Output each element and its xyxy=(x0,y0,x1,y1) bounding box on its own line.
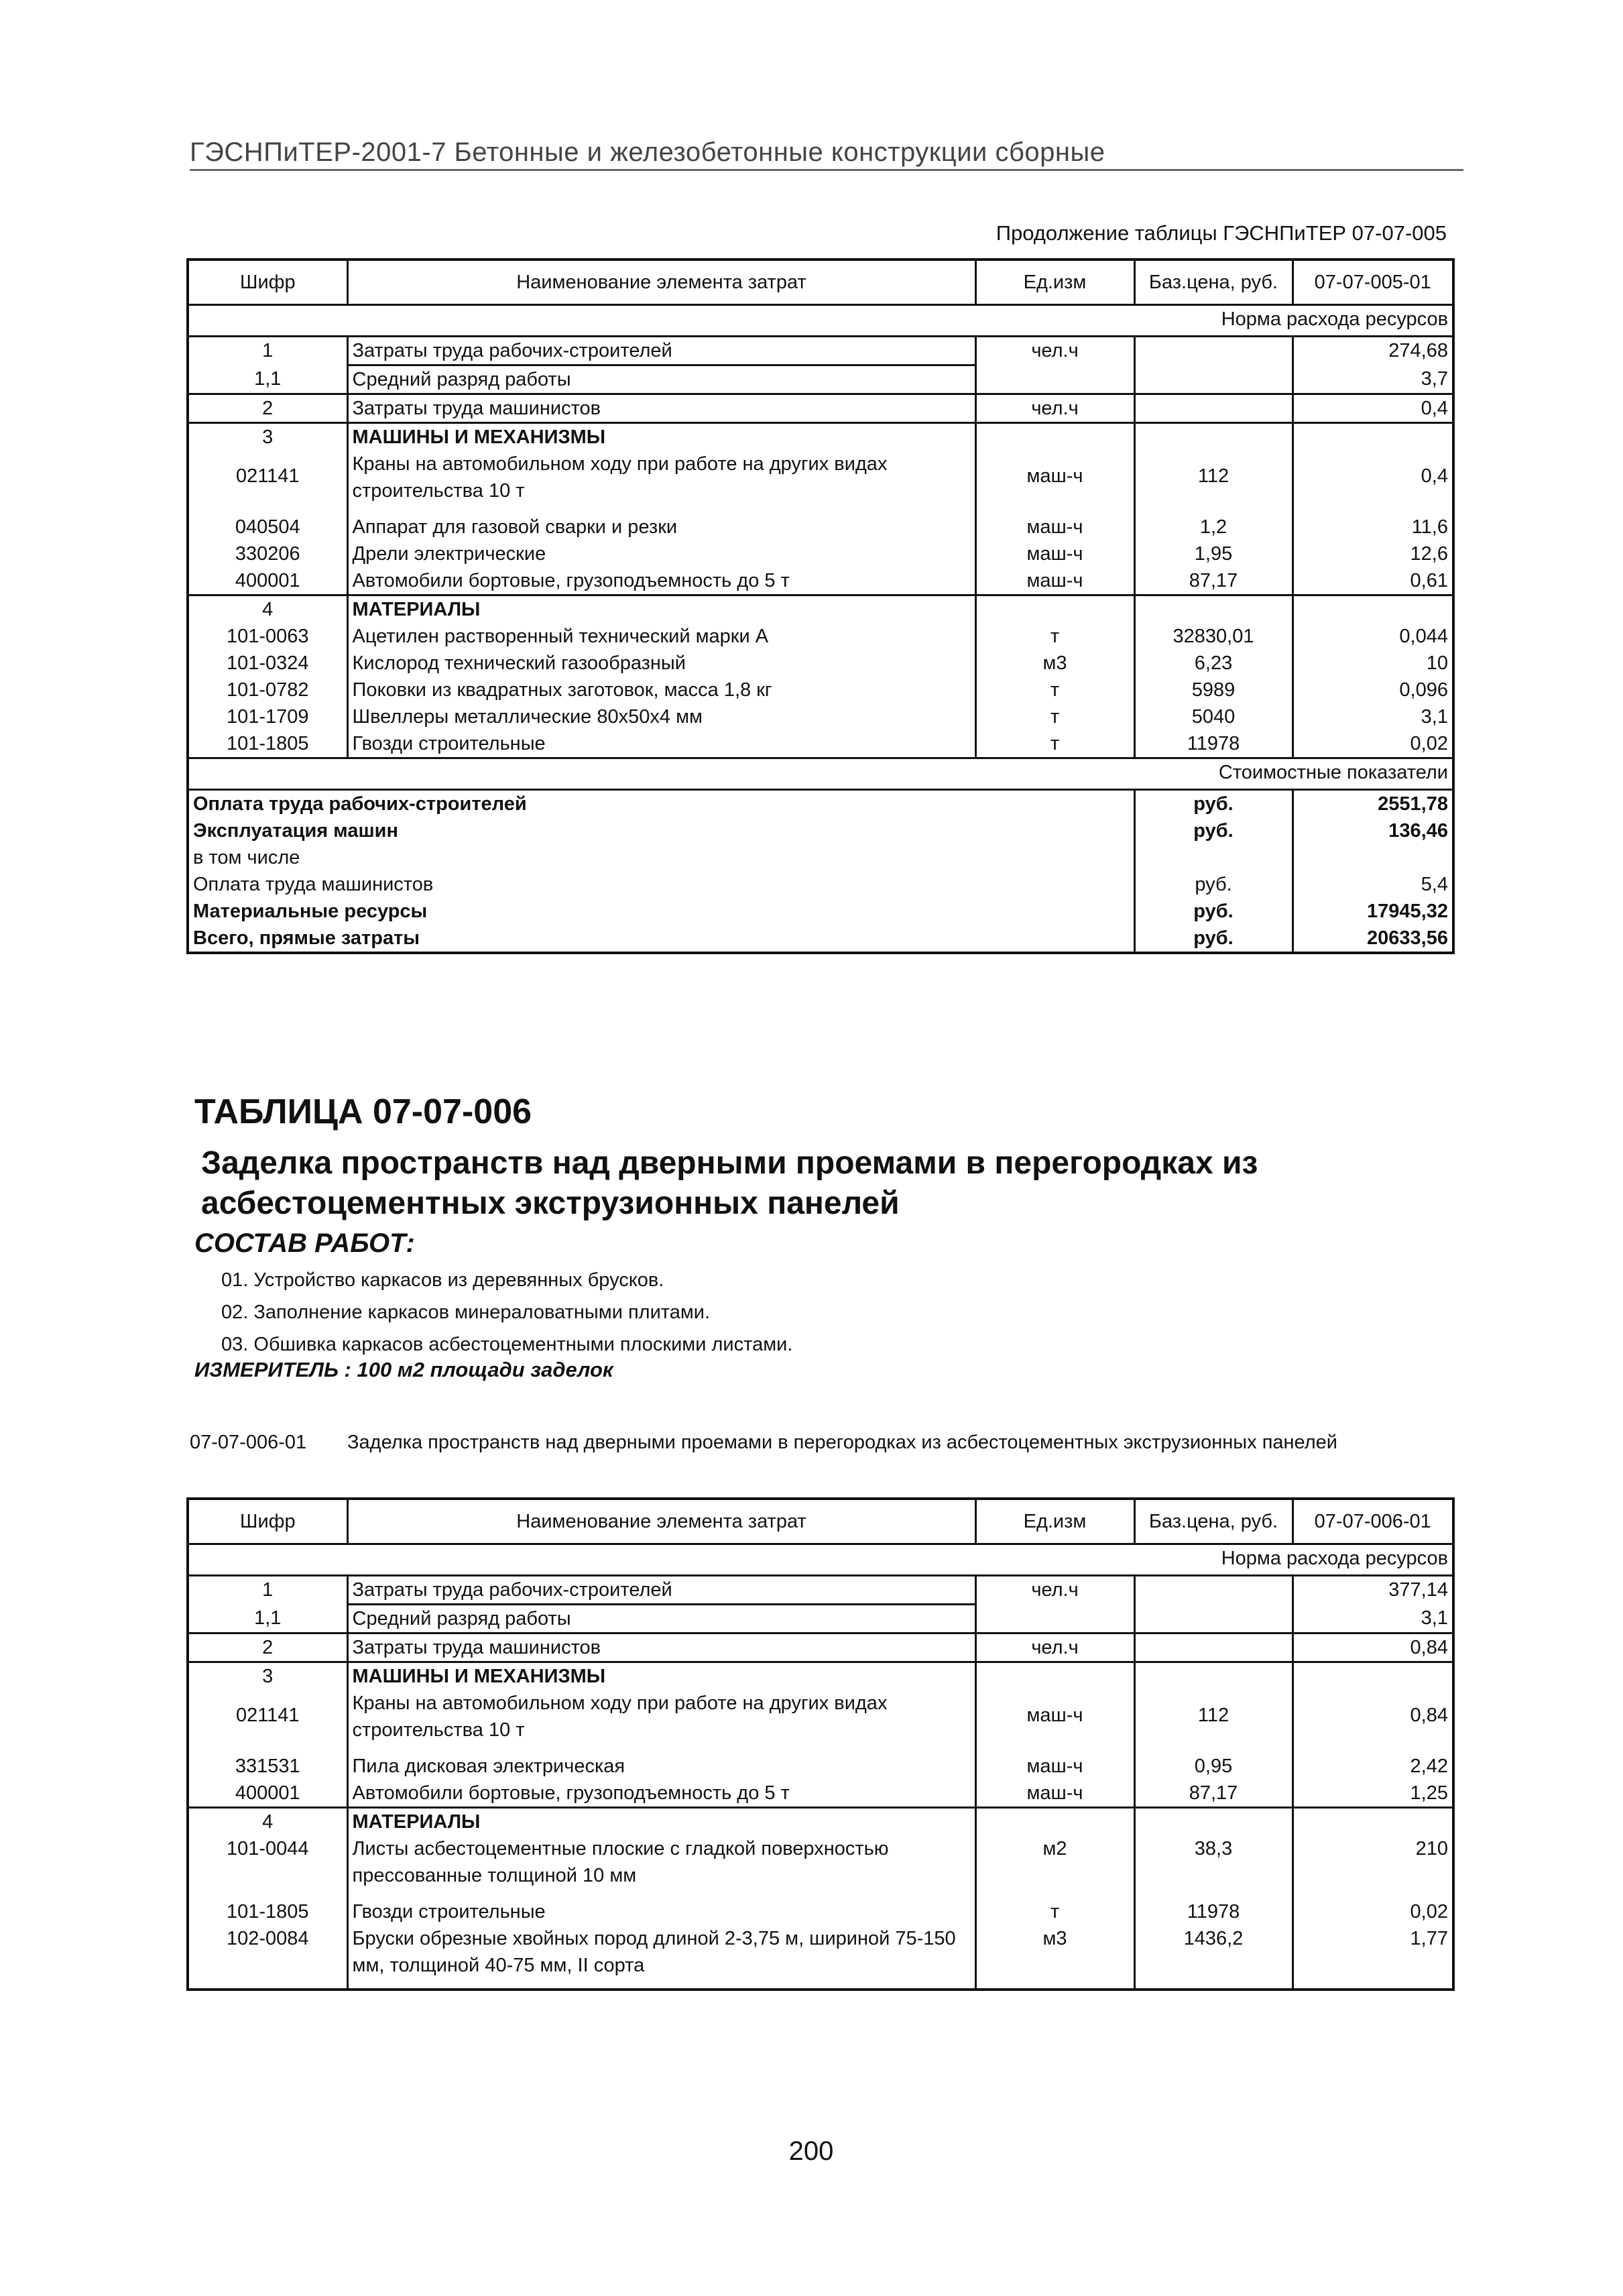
cost-row xyxy=(188,871,1453,898)
row-code: 101-0044 xyxy=(188,1835,347,1898)
row-price: 87,17 xyxy=(1134,1780,1293,1808)
cost-name: Оплата труда машинистов xyxy=(188,871,1134,898)
row-code: 021141 xyxy=(188,451,347,514)
table-row xyxy=(188,394,1453,423)
row-unit: м3 xyxy=(975,650,1134,677)
row-name: Краны на автомобильном ходу при работе на других видах строительства 10 т xyxy=(347,451,975,514)
row-unit: маш-ч xyxy=(975,1780,1134,1808)
row-code: 2 xyxy=(188,394,347,423)
column-header-code: Шифр xyxy=(188,1499,347,1544)
cost-row-total xyxy=(188,925,1453,953)
table-row xyxy=(188,514,1453,540)
row-name: Листы асбестоцементные плоские с гладкой поверхностью прессованные толщиной 10 мм xyxy=(347,1835,975,1898)
row-name: Дрели электрические xyxy=(347,540,975,567)
resource-table-07-07-006 xyxy=(186,1497,1455,1991)
row-price xyxy=(1134,1633,1293,1662)
cost-unit: руб. xyxy=(1134,925,1293,953)
row-name: Автомобили бортовые, грузоподъемность до 5 т xyxy=(347,567,975,595)
row-code: 101-0782 xyxy=(188,677,347,703)
table-row xyxy=(188,567,1453,595)
table-header-row xyxy=(188,1499,1453,1544)
cost-value: 20633,56 xyxy=(1293,925,1453,953)
row-value: 0,044 xyxy=(1293,623,1453,650)
row-value xyxy=(1293,595,1453,624)
row-price xyxy=(1134,1662,1293,1690)
table-header-row xyxy=(188,260,1453,305)
row-code: 1 xyxy=(188,1576,347,1605)
row-price: 5040 xyxy=(1134,703,1293,730)
row-name: Затраты труда рабочих-строителей xyxy=(347,1576,975,1605)
norm-label-row xyxy=(188,305,1453,337)
row-value: 1,25 xyxy=(1293,1780,1453,1808)
row-unit: чел.ч xyxy=(975,1576,1134,1605)
row-price xyxy=(1134,337,1293,365)
cost-row xyxy=(188,898,1453,925)
row-name: Затраты труда машинистов xyxy=(347,1633,975,1662)
row-name: Гвозди строительные xyxy=(347,730,975,758)
row-unit: чел.ч xyxy=(975,394,1134,423)
cost-unit: руб. xyxy=(1134,790,1293,818)
row-value: 274,68 xyxy=(1293,337,1453,365)
row-name: Автомобили бортовые, грузоподъемность до 5 т xyxy=(347,1780,975,1808)
cost-row xyxy=(188,817,1453,844)
row-code: 101-0063 xyxy=(188,623,347,650)
row-unit: т xyxy=(975,1898,1134,1925)
measure-unit-line: ИЗМЕРИТЕЛЬ : 100 м2 площади заделок xyxy=(194,1358,613,1381)
row-unit xyxy=(975,1605,1134,1633)
column-header-unit: Ед.изм xyxy=(975,1499,1134,1544)
row-unit xyxy=(975,423,1134,451)
row-code: 2 xyxy=(188,1633,347,1662)
row-value: 0,02 xyxy=(1293,730,1453,758)
row-unit xyxy=(975,1808,1134,1836)
page-number: 200 xyxy=(788,2136,834,2166)
row-unit: маш-ч xyxy=(975,540,1134,567)
cost-value: 5,4 xyxy=(1293,871,1453,898)
table-row xyxy=(188,337,1453,365)
section-heading: МАТЕРИАЛЫ xyxy=(347,1808,975,1836)
row-price: 87,17 xyxy=(1134,567,1293,595)
row-price xyxy=(1134,365,1293,394)
cost-name: Оплата труда рабочих-строителей xyxy=(188,790,1134,818)
column-header-unit: Ед.изм xyxy=(975,260,1134,305)
cost-name: Всего, прямые затраты xyxy=(188,925,1134,953)
norm-label: Норма расхода ресурсов xyxy=(188,305,1453,337)
row-code: 101-0324 xyxy=(188,650,347,677)
row-value: 0,61 xyxy=(1293,567,1453,595)
row-price: 11978 xyxy=(1134,1898,1293,1925)
table-row xyxy=(188,1633,1453,1662)
section-row-materials xyxy=(188,595,1453,624)
row-value: 0,02 xyxy=(1293,1898,1453,1925)
row-code: 1 xyxy=(188,337,347,365)
table-row xyxy=(188,703,1453,730)
norm-label: Норма расхода ресурсов xyxy=(188,1544,1453,1576)
row-price: 11978 xyxy=(1134,730,1293,758)
column-header-price: Баз.цена, руб. xyxy=(1134,260,1293,305)
row-unit: чел.ч xyxy=(975,1633,1134,1662)
cost-unit: руб. xyxy=(1134,898,1293,925)
column-header-name: Наименование элемента затрат xyxy=(347,1499,975,1544)
row-value xyxy=(1293,1808,1453,1836)
row-price xyxy=(1134,1808,1293,1836)
row-value: 0,84 xyxy=(1293,1633,1453,1662)
row-value: 0,84 xyxy=(1293,1690,1453,1753)
row-name: Бруски обрезные хвойных пород длиной 2-3,75 м, шириной 75-150 мм, толщиной 40-75 мм, II сорта xyxy=(347,1925,975,1990)
table-row xyxy=(188,1605,1453,1633)
row-value xyxy=(1293,1662,1453,1690)
list-item: 02. Заполнение каркасов минераловатными плитами. xyxy=(221,1302,711,1323)
cost-value: 17945,32 xyxy=(1293,898,1453,925)
row-value xyxy=(1293,423,1453,451)
row-code: 3 xyxy=(188,423,347,451)
row-value: 0,4 xyxy=(1293,394,1453,423)
row-name: Краны на автомобильном ходу при работе на других видах строительства 10 т xyxy=(347,1690,975,1753)
resource-table-07-07-005 xyxy=(186,258,1455,954)
row-price: 1436,2 xyxy=(1134,1925,1293,1990)
row-name: Затраты труда рабочих-строителей xyxy=(347,337,975,365)
table-row xyxy=(188,1835,1453,1898)
row-price: 32830,01 xyxy=(1134,623,1293,650)
cost-value: 2551,78 xyxy=(1293,790,1453,818)
row-code: 101-1805 xyxy=(188,730,347,758)
table-row xyxy=(188,365,1453,394)
row-price: 112 xyxy=(1134,451,1293,514)
composition-label: СОСТАВ РАБОТ: xyxy=(194,1228,415,1258)
section-row-materials xyxy=(188,1808,1453,1836)
table-row xyxy=(188,623,1453,650)
row-code: 331531 xyxy=(188,1753,347,1780)
row-code: 4 xyxy=(188,595,347,624)
section-row-machines xyxy=(188,423,1453,451)
row-code: 4 xyxy=(188,1808,347,1836)
row-name: Затраты труда машинистов xyxy=(347,394,975,423)
row-value: 3,1 xyxy=(1293,1605,1453,1633)
norm-code: 07-07-006-01 xyxy=(190,1432,307,1453)
row-unit xyxy=(975,365,1134,394)
row-price xyxy=(1134,423,1293,451)
list-item: 03. Обшивка каркасов асбестоцементными плоскими листами. xyxy=(221,1334,793,1355)
cost-unit: руб. xyxy=(1134,817,1293,844)
row-price: 1,2 xyxy=(1134,514,1293,540)
cost-unit xyxy=(1134,844,1293,871)
section-row-machines xyxy=(188,1662,1453,1690)
row-unit: маш-ч xyxy=(975,514,1134,540)
table-caption: Продолжение таблицы ГЭСНПиТЕР 07-07-005 xyxy=(996,221,1447,245)
column-header-norm-code: 07-07-005-01 xyxy=(1293,260,1453,305)
row-code: 021141 xyxy=(188,1690,347,1753)
column-header-code: Шифр xyxy=(188,260,347,305)
cost-unit: руб. xyxy=(1134,871,1293,898)
table-row xyxy=(188,1898,1453,1925)
row-name: Гвозди строительные xyxy=(347,1898,975,1925)
row-code: 101-1805 xyxy=(188,1898,347,1925)
table-row xyxy=(188,1576,1453,1605)
row-code: 330206 xyxy=(188,540,347,567)
row-price: 1,95 xyxy=(1134,540,1293,567)
table-row xyxy=(188,1780,1453,1808)
cost-row xyxy=(188,790,1453,818)
row-unit: т xyxy=(975,730,1134,758)
row-price xyxy=(1134,394,1293,423)
column-header-norm-code: 07-07-006-01 xyxy=(1293,1499,1453,1544)
row-code: 3 xyxy=(188,1662,347,1690)
row-code: 040504 xyxy=(188,514,347,540)
row-value: 3,1 xyxy=(1293,703,1453,730)
row-unit xyxy=(975,1662,1134,1690)
table-row xyxy=(188,650,1453,677)
row-value: 0,096 xyxy=(1293,677,1453,703)
row-code: 400001 xyxy=(188,567,347,595)
row-unit: т xyxy=(975,703,1134,730)
table-row xyxy=(188,1925,1453,1990)
cost-label: Стоимостные показатели xyxy=(188,758,1453,790)
row-value: 2,42 xyxy=(1293,1753,1453,1780)
table-row xyxy=(188,730,1453,758)
row-value: 210 xyxy=(1293,1835,1453,1898)
row-code: 400001 xyxy=(188,1780,347,1808)
row-name: Швеллеры металлические 80x50x4 мм xyxy=(347,703,975,730)
row-price xyxy=(1134,595,1293,624)
row-code: 1,1 xyxy=(188,365,347,394)
row-unit: чел.ч xyxy=(975,337,1134,365)
table-row xyxy=(188,540,1453,567)
row-name: Ацетилен растворенный технический марки А xyxy=(347,623,975,650)
section-heading: МАШИНЫ И МЕХАНИЗМЫ xyxy=(347,423,975,451)
cost-label-row xyxy=(188,758,1453,790)
row-name: Средний разряд работы xyxy=(347,1605,975,1633)
row-unit xyxy=(975,595,1134,624)
section-heading: МАШИНЫ И МЕХАНИЗМЫ xyxy=(347,1662,975,1690)
cost-row xyxy=(188,844,1453,871)
row-unit: м2 xyxy=(975,1835,1134,1898)
row-price: 112 xyxy=(1134,1690,1293,1753)
row-unit: т xyxy=(975,623,1134,650)
row-price xyxy=(1134,1605,1293,1633)
column-header-name: Наименование элемента затрат xyxy=(347,260,975,305)
row-unit: маш-ч xyxy=(975,567,1134,595)
row-name: Средний разряд работы xyxy=(347,365,975,394)
section-heading: МАТЕРИАЛЫ xyxy=(347,595,975,624)
row-value: 11,6 xyxy=(1293,514,1453,540)
row-price: 6,23 xyxy=(1134,650,1293,677)
table-row xyxy=(188,451,1453,514)
row-name: Аппарат для газовой сварки и резки xyxy=(347,514,975,540)
cost-value: 136,46 xyxy=(1293,817,1453,844)
row-value: 377,14 xyxy=(1293,1576,1453,1605)
row-value: 3,7 xyxy=(1293,365,1453,394)
table-row xyxy=(188,677,1453,703)
row-code: 102-0084 xyxy=(188,1925,347,1990)
row-unit: маш-ч xyxy=(975,1753,1134,1780)
cost-value xyxy=(1293,844,1453,871)
row-price: 5989 xyxy=(1134,677,1293,703)
row-price: 38,3 xyxy=(1134,1835,1293,1898)
row-code: 1,1 xyxy=(188,1605,347,1633)
column-header-price: Баз.цена, руб. xyxy=(1134,1499,1293,1544)
row-value: 10 xyxy=(1293,650,1453,677)
row-value: 0,4 xyxy=(1293,451,1453,514)
row-value: 12,6 xyxy=(1293,540,1453,567)
section-subtitle: Заделка пространств над дверными проемами в перегородках из асбестоцементных экструзионных панелей xyxy=(201,1145,1258,1221)
norm-description: Заделка пространств над дверными проемами в перегородках из асбестоцементных экструзионных панелей xyxy=(347,1432,1337,1453)
row-unit: маш-ч xyxy=(975,451,1134,514)
row-code: 101-1709 xyxy=(188,703,347,730)
row-value: 1,77 xyxy=(1293,1925,1453,1990)
section-title: ТАБЛИЦА 07-07-006 xyxy=(194,1092,532,1131)
norm-label-row xyxy=(188,1544,1453,1576)
row-price: 0,95 xyxy=(1134,1753,1293,1780)
work-steps-list xyxy=(221,1264,792,1361)
cost-name: Материальные ресурсы xyxy=(188,898,1134,925)
row-name: Поковки из квадратных заготовок, масса 1,8 кг xyxy=(347,677,975,703)
table-row xyxy=(188,1753,1453,1780)
row-unit: маш-ч xyxy=(975,1690,1134,1753)
row-name: Пила дисковая электрическая xyxy=(347,1753,975,1780)
row-unit: т xyxy=(975,677,1134,703)
row-name: Кислород технический газообразный xyxy=(347,650,975,677)
list-item: 01. Устройство каркасов из деревянных брусков. xyxy=(221,1269,664,1291)
cost-name: Эксплуатация машин xyxy=(188,817,1134,844)
row-unit: м3 xyxy=(975,1925,1134,1990)
row-price xyxy=(1134,1576,1293,1605)
table-row xyxy=(188,1690,1453,1753)
norm-code-line xyxy=(190,1432,1457,1454)
cost-name: в том числе xyxy=(188,844,1134,871)
running-header: ГЭСНПиТЕР-2001-7 Бетонные и железобетонные конструкции сборные xyxy=(190,137,1463,171)
